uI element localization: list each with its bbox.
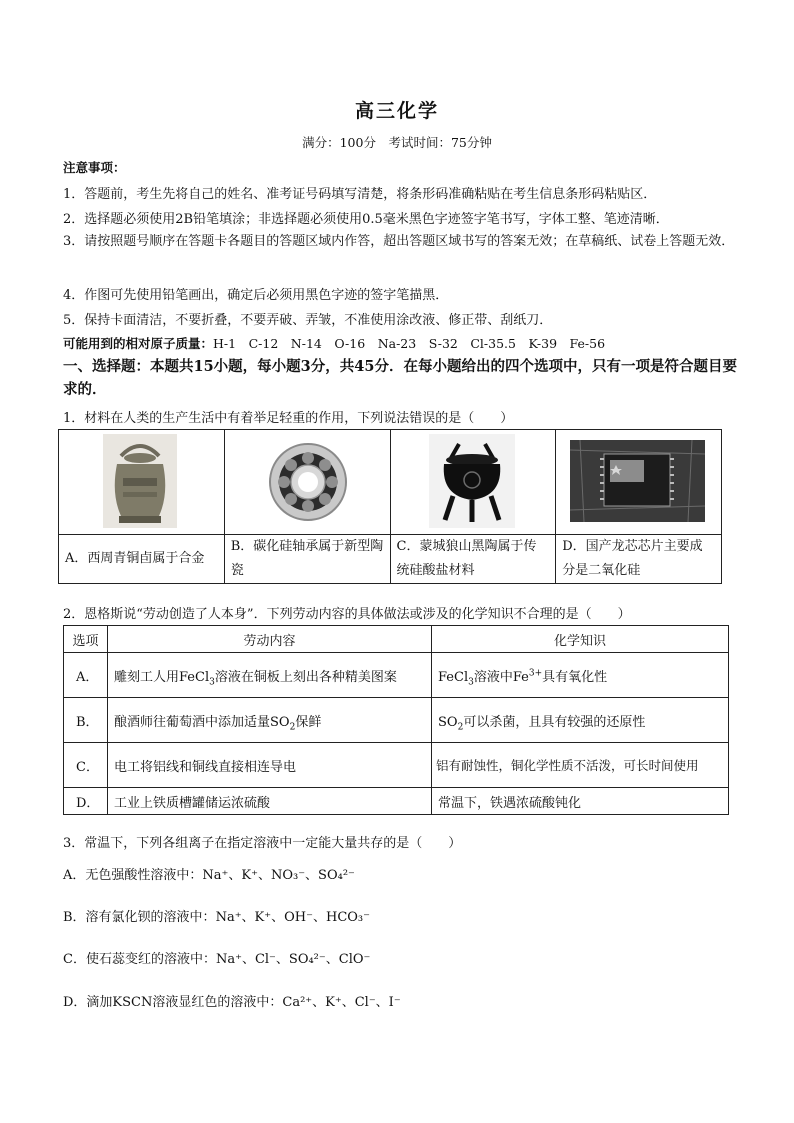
exam-info: 满分：100分 考试时间：75分钟 bbox=[302, 135, 492, 150]
bronze-vessel-photo bbox=[103, 434, 177, 528]
q1-option-b: B．碳化硅轴承属于新型陶瓷 bbox=[224, 535, 390, 584]
notice-item-3: 3．请按照题号顺序在答题卡各题目的答题区域内作答，超出答题区域书写的答案无效；在草稿纸、试卷上答题无效． bbox=[63, 234, 735, 249]
notice-item-2: 2．选择题必须使用2B铅笔填涂；非选择题必须使用0.5毫米黑色字迹签字笔书写，字体工整、笔迹清晰． bbox=[63, 212, 669, 227]
notice-item-4: 4．作图可先使用铅笔画出，确定后必须用黑色字迹的签字笔描黑． bbox=[63, 288, 449, 303]
q1-image-cell-a bbox=[59, 430, 225, 535]
q2-row-a-content: 雕刻工人用FeCl$_3$溶液在铜板上刻出各种精美图案 bbox=[108, 653, 432, 698]
q2-row-b-option: B． bbox=[64, 698, 108, 743]
atomic-masses: H-1 C-12 N-14 O-16 Na-23 S-32 Cl-35.5 K-39 Fe-56 bbox=[213, 336, 606, 351]
q2-row-c-option: C． bbox=[64, 743, 108, 788]
q1-option-d: D．国产龙芯芯片主要成分是二氧化硅 bbox=[556, 535, 722, 584]
q2-stem: 2．恩格斯说“劳动创造了人本身”．下列劳动内容的具体做法或涉及的化学知识不合理的是（ ） bbox=[63, 607, 631, 622]
q2-header-knowledge: 化学知识 bbox=[432, 626, 729, 653]
q1-option-c: C．蒙城狼山黑陶属于传统硅酸盐材料 bbox=[390, 535, 556, 584]
q1-stem: 1．材料在人类的生产生活中有着举足轻重的作用，下列说法错误的是（ ） bbox=[63, 411, 514, 426]
chip-photo bbox=[570, 440, 705, 522]
q2-row-c-knowledge: 铝有耐蚀性，铜化学性质不活泼，可长时间使用 bbox=[432, 743, 729, 788]
q2-row-d-option: D． bbox=[64, 788, 108, 815]
q2-row-a-knowledge: FeCl$_3$溶液中$Fe^{3+}$具有氧化性 bbox=[432, 653, 729, 698]
page-title: 高三化学 bbox=[354, 100, 439, 122]
q1-image-cell-b bbox=[224, 430, 390, 535]
q1-option-a: A．西周青铜卣属于合金 bbox=[59, 535, 225, 584]
q2-row-a-option: A． bbox=[64, 653, 108, 698]
q2-row-b-knowledge: $SO_2$可以杀菌，且具有较强的还原性 bbox=[432, 698, 729, 743]
notice-item-5: 5．保持卡面清洁，不要折叠，不要弄破、弄皱，不准使用涂改液、修正带、刮纸刀． bbox=[63, 313, 553, 328]
q3-option-d: D．滴加KSCN溶液显红色的溶液中：Ca²⁺、K⁺、Cl⁻、I⁻ bbox=[63, 995, 401, 1010]
q3-option-c: C．使石蕊变红的溶液中：Na⁺、Cl⁻、SO₄²⁻、ClO⁻ bbox=[63, 952, 371, 967]
q3-stem: 3．常温下，下列各组离子在指定溶液中一定能大量共存的是（ ） bbox=[63, 836, 462, 851]
section-heading: 一、选择题：本题共15小题，每小题3分，共45分．在每小题给出的四个选项中，只有一项是符合题目要求的． bbox=[63, 358, 737, 398]
q2-row-c-content: 电工将铝线和铜线直接相连导电 bbox=[108, 743, 432, 788]
q3-option-b: B．溶有氯化钡的溶液中：Na⁺、K⁺、OH⁻、HCO₃⁻ bbox=[63, 910, 370, 925]
atomic-masses-line bbox=[63, 334, 743, 352]
q1-image-cell-c bbox=[390, 430, 556, 535]
q2-row-d-content: 工业上铁质槽罐储运浓硫酸 bbox=[108, 788, 432, 815]
black-pottery-photo bbox=[429, 434, 515, 528]
q2-header-content: 劳动内容 bbox=[108, 626, 432, 653]
q1-image-cell-d bbox=[556, 430, 722, 535]
notice-item-1: 1．答题前，考生先将自己的姓名、准考证号码填写清楚，将条形码准确粘贴在考生信息条形码粘贴区． bbox=[63, 187, 657, 202]
q1-options-table bbox=[58, 429, 722, 584]
q2-table bbox=[63, 625, 729, 815]
q2-row-d-knowledge: 常温下，铁遇浓硫酸钝化 bbox=[432, 788, 729, 815]
q3-option-a: A．无色强酸性溶液中：Na⁺、K⁺、NO₃⁻、SO₄²⁻ bbox=[63, 868, 355, 883]
notice-heading: 注意事项： bbox=[63, 160, 126, 175]
atomic-masses-label: 可能用到的相对原子质量： bbox=[63, 336, 214, 351]
bearing-photo bbox=[267, 438, 349, 526]
q2-row-b-content: 酿酒师往葡萄酒中添加适量$SO_2$保鲜 bbox=[108, 698, 432, 743]
q2-header-option: 选项 bbox=[64, 626, 108, 653]
